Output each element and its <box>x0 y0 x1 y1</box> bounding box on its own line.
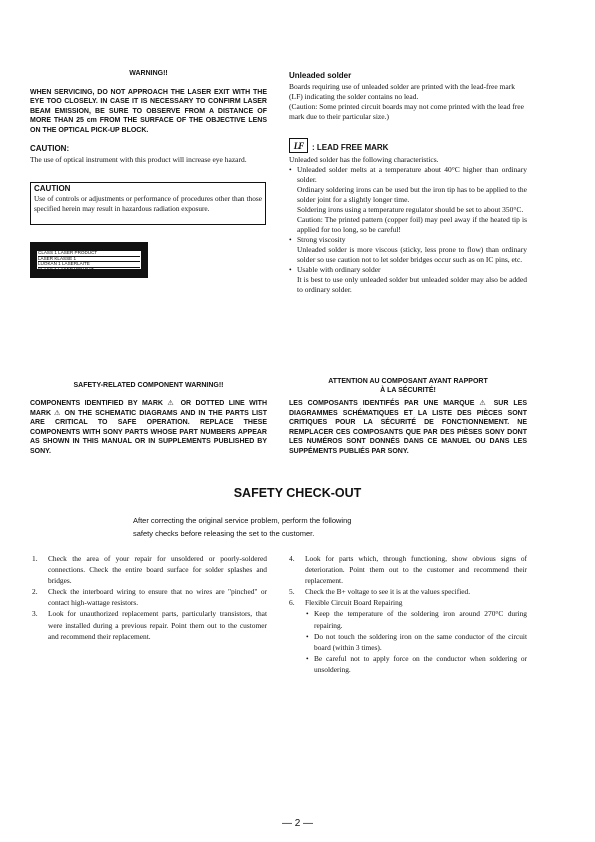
unleaded-solder-text <box>289 82 527 122</box>
safety-checkout-title: SAFETY CHECK-OUT <box>233 486 362 500</box>
warning-text: WHEN SERVICING, DO NOT APPROACH THE LASER EXIT WITH THE EYE TOO CLOSELY. IN CASE IT IS NECESSARY TO CONFIRM LASER BEAM EMISSION, BE SURE TO OBSERVE FROM A DISTANCE OF MORE THAN 25 cm FROM THE SURFACE OF THE OBJECTIVE LENS ON THE OPTICAL PICK-UP BLOCK. <box>30 89 267 134</box>
bullet-icon: • <box>306 631 309 641</box>
checkout-list-left <box>32 553 267 642</box>
list-item: • Be careful not to apply force on the conductor when soldering or unsoldering. <box>306 653 527 674</box>
bullet-icon: • <box>289 265 292 274</box>
list-item: 3. Look for unauthorized replacement parts, particularly transistors, that were installed during a previous repair. Point them out to the customer and recommend their replacement. <box>32 609 267 641</box>
safety-component-warning-title: SAFETY-RELATED COMPONENT WARNING!! <box>73 382 224 389</box>
bullet-icon: • <box>289 235 292 244</box>
caution-heading: CAUTION: <box>30 144 70 153</box>
warning-title: WARNING!! <box>129 70 168 77</box>
laser-label-line: KLASS 1 LASERAPPARAT <box>38 268 140 274</box>
caution-box <box>30 182 266 225</box>
laser-class-label <box>30 242 148 278</box>
caution-box-title: CAUTION <box>34 184 71 193</box>
page-number: — 2 — <box>281 818 314 829</box>
unleaded-solder-desc: Boards requiring use of unleaded solder are printed with the lead-free mark (LF) indicating the solder contains no lead. <box>289 82 515 101</box>
bullet-icon: • <box>306 653 309 663</box>
lead-free-characteristics-list <box>289 165 527 295</box>
bullet-icon: • <box>289 165 292 174</box>
lead-free-mark-icon: LF <box>289 138 308 153</box>
laser-label-line: LASER KLASSE 1 <box>38 257 140 263</box>
bullet-icon: • <box>306 609 309 619</box>
laser-label-line: CLASS 1 LASER PRODUCT <box>38 251 140 257</box>
lead-free-mark-label: : LEAD FREE MARK <box>312 143 389 152</box>
list-item: 6. Flexible Circuit Board Repairing <box>289 598 403 608</box>
list-item: 1. Check the area of your repair for unsoldered or poorly-soldered connections. Check the entire board surface for solder splashes and bridges. <box>32 554 267 586</box>
checkout-list-right <box>289 553 527 675</box>
unleaded-solder-title: Unleaded solder <box>289 71 352 80</box>
lead-free-intro: Unleaded solder has the following characteristics. <box>289 155 439 164</box>
list-item: 5. Check the B+ voltage to see it is at the values specified. <box>289 587 471 597</box>
safety-checkout-intro: After correcting the original service problem, perform the following safety checks before releasing the set to the customer. <box>133 516 352 538</box>
list-item: • Unleaded solder melts at a temperature about 40°C higher than ordinary solder. Ordinary soldering irons can be used but the iron tip has to be applied to the solder joint for a slightly longer time. Soldering irons using a temperature regulator should be set to about 350°C. Caution: The printed pattern (copper foil) may peel away if the heated tip is applied for too long, so be careful! <box>289 165 527 234</box>
laser-label-panel <box>37 250 141 272</box>
list-item: • Do not touch the soldering iron on the same conductor of the circuit board (within 3 times). <box>306 631 527 652</box>
caution-text: The use of optical instrument with this product will increase eye hazard. <box>30 155 247 164</box>
attention-text: LES COMPOSANTS IDENTIFÉS PAR UNE MARQUE ⚠ SUR LES DIAGRAMMES SCHÉMATIQUES ET LA LISTE DES PIÈCES SONT CRITIQUES POUR LA SÉCURITÉ DE FONCTIONNEMENT. NE REMPLACER CES COMPOSANTS QUE PAR DES PIÈSES SONY DONT LES NUMÉROS SONT DONNÉS DANS CE MANUEL OU DANS LES SUPPÉMENTS PUBLIÉS PAR SONY. <box>289 400 527 455</box>
list-item: • Keep the temperature of the soldering iron around 270°C during repairing. <box>306 609 527 630</box>
unleaded-solder-note: (Caution: Some printed circuit boards may not come printed with the lead free mark due to their particular size.) <box>289 102 524 121</box>
list-item: 4. Look for parts which, through functioning, show obvious signs of deterioration. Point them out to the customer and recommend their replacement. <box>289 554 527 586</box>
laser-label-line: LUOKAN 1 LASERLAITE <box>38 262 140 268</box>
safety-component-warning-text: COMPONENTS IDENTIFIED BY MARK ⚠ OR DOTTED LINE WITH MARK ⚠ ON THE SCHEMATIC DIAGRAMS AND IN THE PARTS LIST ARE CRITICAL TO SAFE OPERATION. REPLACE THESE COMPONENTS WITH SONY PARTS WHOSE PART NUMBERS APPEAR AS SHOWN IN THIS MANUAL OR IN SUPPLEMENTS PUBLISHED BY SONY. <box>30 400 267 455</box>
list-item: • Strong viscosity Unleaded solder is more viscous (sticky, less prone to flow) than ordinary solder so use caution not to let solder bridges occur such as on IC pins, etc. <box>289 235 527 264</box>
list-item: 2. Check the interboard wiring to ensure that no wires are "pinched" or contact high-wattage resistors. <box>32 587 267 608</box>
list-item: • Usable with ordinary solder It is best to use only unleaded solder but unleaded solder may also be added to ordinary solder. <box>289 265 527 294</box>
lead-free-mark-heading <box>289 137 388 153</box>
caution-box-text: Use of controls or adjustments or performance of procedures other than those specified herein may result in hazardous radiation exposure. <box>34 194 262 213</box>
attention-title: ATTENTION AU COMPOSANT AYANT RAPPORT À LA SÉCURITÉ! <box>328 378 488 394</box>
